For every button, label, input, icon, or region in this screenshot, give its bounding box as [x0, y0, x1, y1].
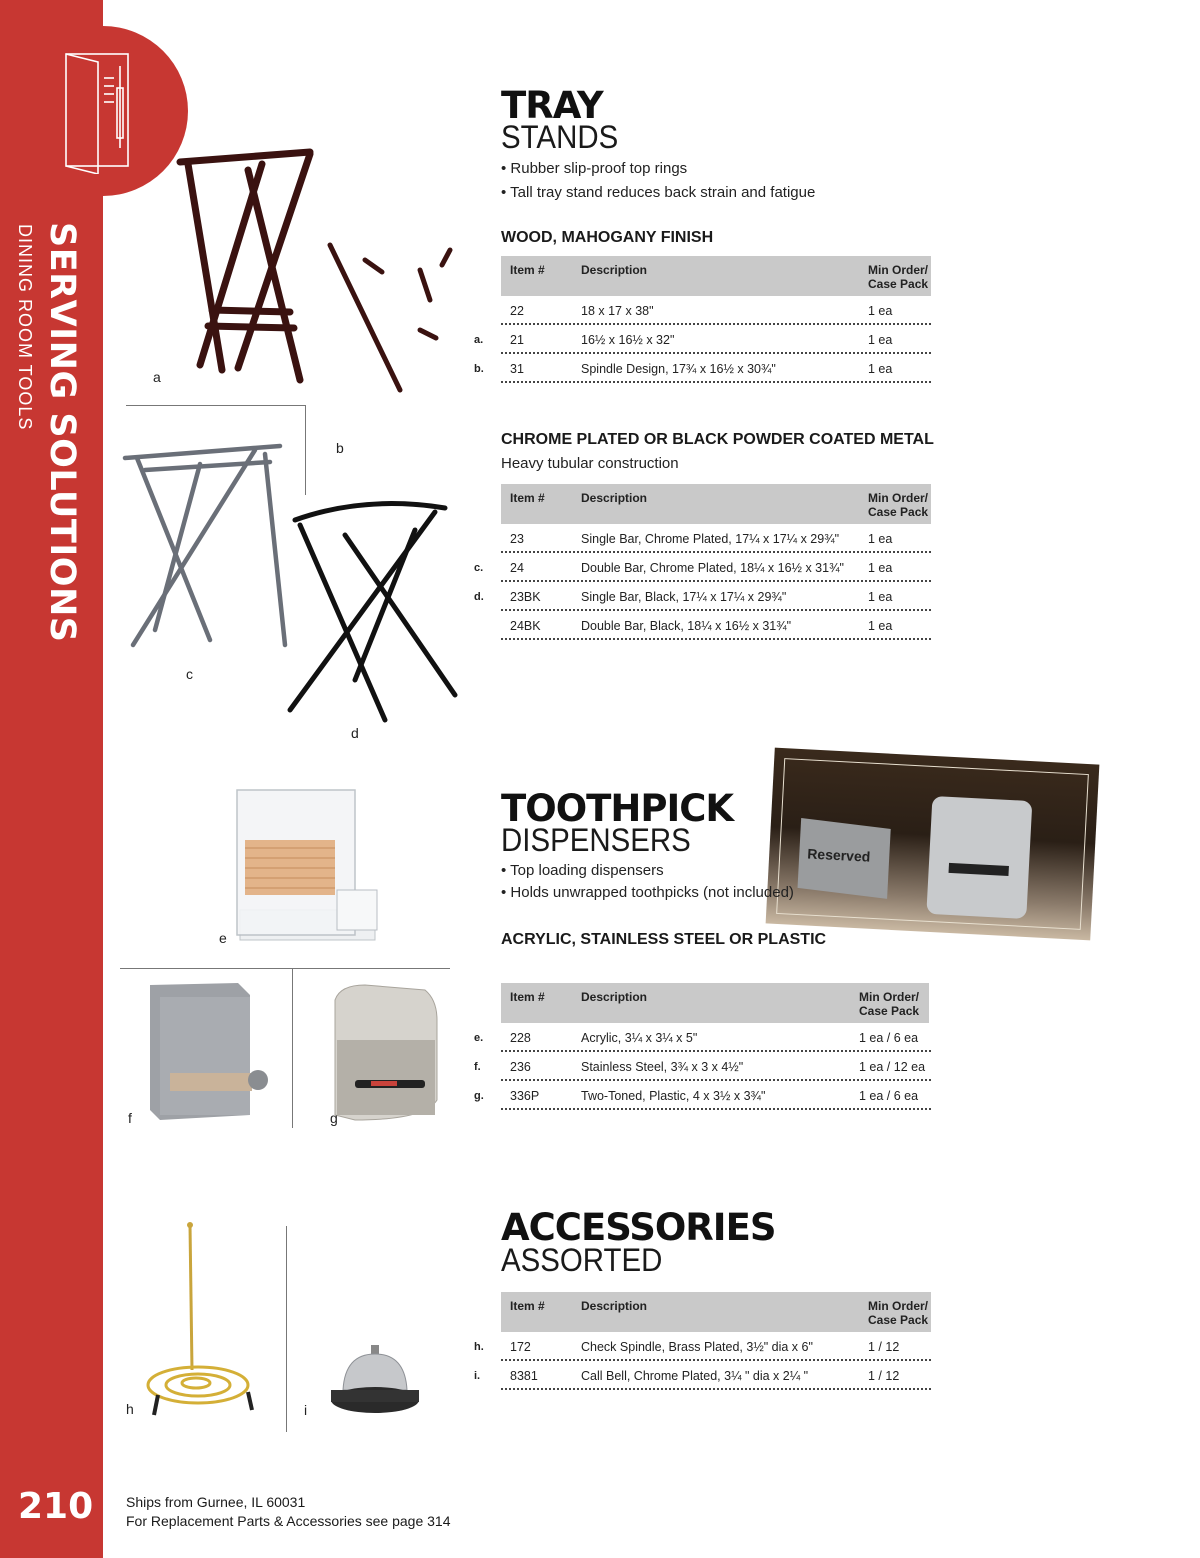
item-number: 24: [510, 561, 524, 575]
toothpick-table: [474, 983, 931, 1110]
toothpick-bullet: • Top loading dispensers: [501, 862, 664, 879]
item-description: Stainless Steel, 3¾ x 3 x 4½": [581, 1060, 744, 1074]
image-label-e: e: [219, 930, 227, 946]
col-pack: [868, 1299, 928, 1327]
table-row: [474, 1023, 931, 1052]
table-row: [474, 553, 931, 582]
item-description: Spindle Design, 17¾ x 16½ x 30¾": [581, 362, 776, 376]
table-row: [474, 582, 931, 611]
tray-subtitle: STANDS: [501, 119, 619, 155]
col-pack: [859, 990, 919, 1018]
accessories-subtitle: ASSORTED: [501, 1242, 663, 1278]
plastic-dispenser-image: [325, 980, 445, 1130]
table-row: [474, 1332, 931, 1361]
col-pack-line2: Case Pack: [859, 1004, 920, 1018]
row-letter: e.: [474, 1032, 484, 1044]
reserved-sign-text: Reserved: [806, 845, 871, 865]
wood-table: [474, 256, 931, 383]
page-number: 210: [18, 1486, 94, 1527]
item-description: Double Bar, Chrome Plated, 18¼ x 16½ x 31¾": [581, 561, 844, 575]
toothpick-title: TOOTHPICK: [501, 787, 734, 830]
col-pack-line2: Case Pack: [868, 505, 929, 519]
item-pack: 1 ea / 6 ea: [859, 1031, 919, 1045]
call-bell-image: [325, 1340, 435, 1425]
row-letter: h.: [474, 1341, 484, 1353]
col-pack: [868, 491, 928, 519]
item-number: 236: [510, 1060, 531, 1074]
table-row: [474, 325, 931, 354]
item-description: Check Spindle, Brass Plated, 3½" dia x 6": [581, 1340, 813, 1354]
image-label-a: a: [153, 369, 161, 385]
col-pack-line2: Case Pack: [868, 277, 929, 291]
item-pack: 1 ea: [868, 619, 893, 633]
table-row: [474, 1081, 931, 1110]
image-label-b: b: [336, 440, 344, 456]
divider: [126, 405, 306, 406]
sidebar-title: SERVING SOLUTIONS: [42, 222, 82, 643]
col-item: Item #: [510, 263, 545, 277]
table-header: [501, 1292, 931, 1332]
table-row: [501, 611, 931, 640]
row-letter: c.: [474, 562, 484, 574]
col-pack-line1: Min Order/: [868, 263, 929, 277]
acrylic-dispenser-image: [225, 780, 385, 950]
sidebar-subtitle: DINING ROOM TOOLS: [15, 224, 35, 431]
item-pack: 1 / 12: [868, 1369, 900, 1383]
item-number: 172: [510, 1340, 531, 1354]
row-letter: g.: [474, 1090, 484, 1102]
col-pack-line2: Case Pack: [868, 1313, 929, 1327]
col-item: Item #: [510, 491, 545, 505]
divider: [292, 968, 293, 1128]
wood-tray-stand-image: [150, 140, 480, 410]
metal-table: [474, 484, 931, 640]
row-letter: d.: [474, 591, 484, 603]
item-number: 31: [510, 362, 524, 376]
metal-subheading: Heavy tubular construction: [501, 455, 679, 472]
image-label-i: i: [304, 1402, 308, 1418]
table-row: [474, 1052, 931, 1081]
image-label-f: f: [128, 1110, 132, 1126]
wood-heading: WOOD, MAHOGANY FINISH: [501, 229, 714, 246]
metal-heading: CHROME PLATED OR BLACK POWDER COATED METAL: [501, 431, 934, 448]
col-description: Description: [581, 1299, 648, 1313]
accessories-title: ACCESSORIES: [501, 1206, 776, 1249]
item-pack: 1 ea: [868, 333, 893, 347]
footer: [126, 1493, 451, 1531]
table-header: [501, 983, 929, 1023]
item-pack: 1 ea: [868, 561, 893, 575]
row-letter: f.: [474, 1061, 481, 1073]
item-pack: 1 ea: [868, 362, 893, 376]
tray-title: TRAY: [501, 84, 603, 127]
item-number: 23: [510, 532, 524, 546]
table-row: [474, 354, 931, 383]
toothpick-lifestyle-photo: [766, 748, 1100, 941]
row-letter: a.: [474, 334, 484, 346]
tray-bullet: • Rubber slip-proof top rings: [501, 160, 688, 177]
table-header: [501, 256, 931, 296]
menu-book-icon: [56, 48, 138, 174]
table-row: [474, 1361, 931, 1390]
item-description: Single Bar, Chrome Plated, 17¼ x 17¼ x 29¾": [581, 532, 840, 546]
item-description: Single Bar, Black, 17¼ x 17¼ x 29¾": [581, 590, 787, 604]
item-number: 21: [510, 333, 524, 347]
item-pack: 1 / 12: [868, 1340, 900, 1354]
image-label-g: g: [330, 1110, 338, 1126]
divider: [286, 1226, 287, 1432]
photo-dispenser: [926, 796, 1032, 919]
item-description: Acrylic, 3¼ x 3¼ x 5": [581, 1031, 698, 1045]
stainless-dispenser-image: [140, 975, 280, 1125]
image-label-c: c: [186, 666, 193, 682]
col-pack-line1: Min Order/: [868, 491, 929, 505]
item-description: Double Bar, Black, 18¼ x 16½ x 31¾": [581, 619, 792, 633]
table-row: [501, 296, 931, 325]
item-number: 24BK: [510, 619, 541, 633]
tray-bullet: • Tall tray stand reduces back strain and fatigue: [501, 184, 816, 201]
row-letter: i.: [474, 1370, 481, 1382]
item-pack: 1 ea / 6 ea: [859, 1089, 919, 1103]
metal-tray-stands-image: [115, 440, 465, 740]
col-description: Description: [581, 990, 648, 1004]
accessories-table: [474, 1292, 931, 1390]
item-number: 336P: [510, 1089, 540, 1103]
col-pack-line1: Min Order/: [868, 1299, 929, 1313]
col-item: Item #: [510, 990, 545, 1004]
table-row: [501, 524, 931, 553]
item-number: 228: [510, 1031, 531, 1045]
col-description: Description: [581, 491, 648, 505]
footer-shipping: Ships from Gurnee, IL 60031: [126, 1494, 306, 1510]
image-label-h: h: [126, 1401, 134, 1417]
item-description: 16½ x 16½ x 32": [581, 333, 675, 347]
toothpick-heading: ACRYLIC, STAINLESS STEEL OR PLASTIC: [501, 931, 827, 948]
col-description: Description: [581, 263, 648, 277]
check-spindle-image: [140, 1220, 270, 1425]
table-header: [501, 484, 931, 524]
row-letter: b.: [474, 363, 484, 375]
col-item: Item #: [510, 1299, 545, 1313]
image-label-d: d: [351, 725, 359, 741]
item-description: Call Bell, Chrome Plated, 3¼ " dia x 2¼ ": [581, 1369, 809, 1383]
divider: [120, 968, 450, 969]
item-number: 8381: [510, 1369, 538, 1383]
col-pack-line1: Min Order/: [859, 990, 920, 1004]
toothpick-bullet: • Holds unwrapped toothpicks (not included): [501, 884, 794, 901]
item-number: 23BK: [510, 590, 541, 604]
item-pack: 1 ea: [868, 532, 893, 546]
toothpick-subtitle: DISPENSERS: [501, 822, 691, 858]
item-pack: 1 ea: [868, 304, 893, 318]
col-pack: [868, 263, 928, 291]
item-pack: 1 ea / 12 ea: [859, 1060, 926, 1074]
item-pack: 1 ea: [868, 590, 893, 604]
footer-replacement-parts: For Replacement Parts & Accessories see page 314: [126, 1513, 451, 1529]
item-number: 22: [510, 304, 524, 318]
item-description: Two-Toned, Plastic, 4 x 3½ x 3¾": [581, 1089, 766, 1103]
item-description: 18 x 17 x 38": [581, 304, 654, 318]
